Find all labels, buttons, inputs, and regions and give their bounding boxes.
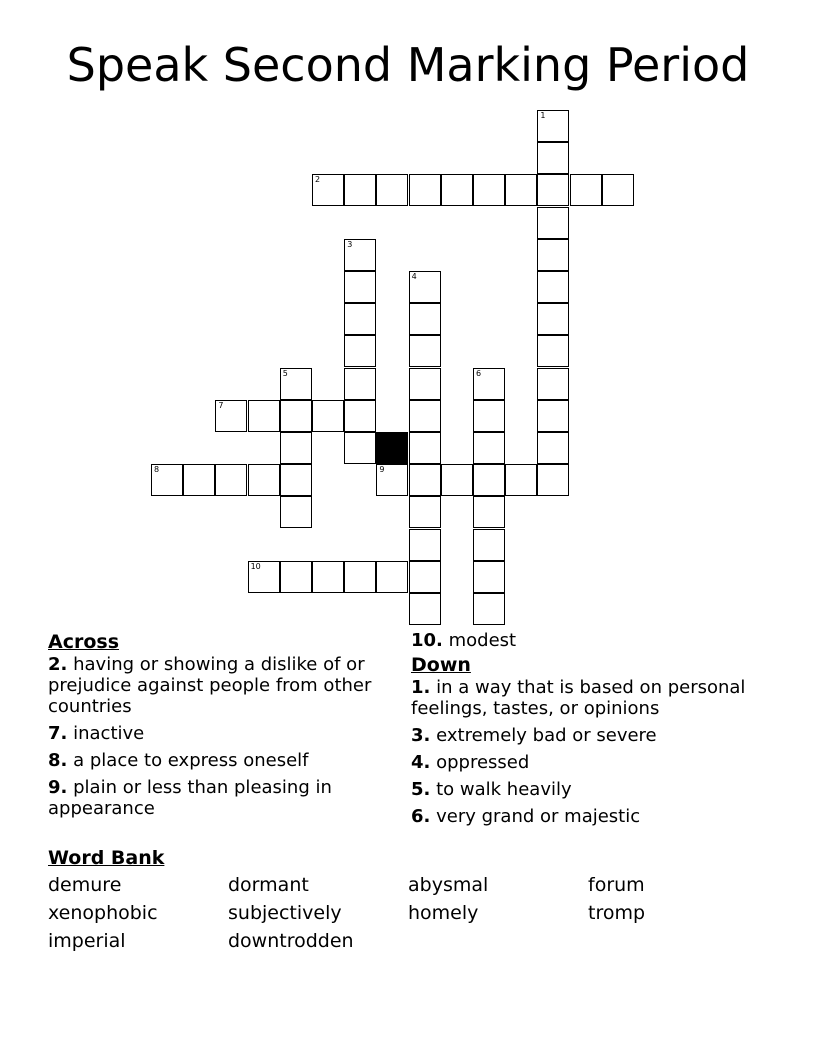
grid-cell [344,335,376,367]
clue-number: 8. [48,750,68,771]
clue-across-2 [48,654,378,717]
clue-number: 7. [48,723,68,744]
word-bank [48,874,788,952]
grid-cell [409,271,441,303]
clue-down-1 [411,677,791,719]
grid-cell [248,464,280,496]
word-bank-item: subjectively [228,902,342,924]
down-clues [411,630,791,833]
clue-text: very grand or majestic [436,806,641,827]
clue-across-10 [411,630,791,651]
grid-cell [537,303,569,335]
grid-cell [473,400,505,432]
grid-cell [215,464,247,496]
clue-number: 4. [411,752,431,773]
grid-cell [344,303,376,335]
clue-text: inactive [73,723,145,744]
grid-cell [248,400,280,432]
clue-number-label: 10 [250,561,261,571]
clue-text: extremely bad or severe [436,725,657,746]
word-bank-item: tromp [588,902,646,924]
word-bank-item: dormant [228,874,309,896]
grid-cell [505,174,537,206]
grid-cell [537,400,569,432]
grid-cell [473,561,505,593]
clue-number: 1. [411,677,431,698]
grid-cell [151,464,183,496]
grid-cell [473,368,505,400]
word-bank-item: forum [588,874,645,896]
clue-number-label: 2 [315,175,321,185]
word-bank-item: downtrodden [228,930,354,952]
grid-cell [280,400,312,432]
clue-text: oppressed [436,752,530,773]
grid-cell [344,174,376,206]
grid-cell [409,529,441,561]
grid-cell [441,464,473,496]
grid-cell [441,174,473,206]
grid-cell [280,561,312,593]
grid-cell [344,400,376,432]
grid-cell [409,368,441,400]
clue-number-label: 6 [476,368,482,378]
grid-cell [409,561,441,593]
clue-down-5 [411,779,791,800]
word-bank-item: homely [408,902,479,924]
word-bank-item: xenophobic [48,902,158,924]
clue-number: 2. [48,654,68,675]
grid-cell [280,368,312,400]
grid-cell [537,207,569,239]
grid-cell [312,400,344,432]
grid-cell [537,335,569,367]
grid-cell [409,432,441,464]
clue-number-label: 4 [411,272,417,281]
clue-across-7 [48,723,378,744]
clue-across-8 [48,750,378,771]
grid-cell [473,174,505,206]
grid-cell [537,142,569,174]
grid-cell [537,271,569,303]
clue-text: modest [448,630,517,651]
grid-cell [344,432,376,464]
grid-cell [537,464,569,496]
across-clues [48,630,378,825]
grid-cell [280,464,312,496]
clue-number-label: 3 [347,239,353,249]
clue-number: 10. [411,630,443,651]
grid-cell [409,464,441,496]
grid-cell [602,174,634,206]
down-heading: Down [411,654,471,676]
grid-cell [248,561,280,593]
word-bank-item: demure [48,874,122,896]
clue-number-label: 7 [218,400,224,410]
grid-cell [376,561,408,593]
grid-cell [312,174,344,206]
grid-cell [376,174,408,206]
across-heading: Across [48,631,120,653]
grid-cell [409,593,441,625]
clue-down-4 [411,752,791,773]
grid-cell [473,529,505,561]
word-bank-item: imperial [48,930,126,952]
clue-text: plain or less than pleasing in appearance [48,777,332,819]
clue-across-9 [48,777,378,819]
clue-number-label: 8 [154,465,160,475]
grid-cell [537,174,569,206]
grid-cell [537,368,569,400]
clue-down-6 [411,806,791,827]
clue-number-label: 1 [540,111,546,120]
word-bank-heading: Word Bank [48,847,165,869]
page-title: Speak Second Marking Period [66,38,750,92]
grid-cell [344,561,376,593]
grid-cell [344,271,376,303]
grid-cell [570,174,602,206]
grid-cell [344,239,376,271]
grid-cell [344,368,376,400]
grid-cell [537,432,569,464]
clue-down-3 [411,725,791,746]
grid-cell [280,496,312,528]
grid-cell [537,110,569,142]
clue-text: a place to express oneself [73,750,309,771]
clue-number-label: 9 [379,465,385,475]
grid-cell [409,335,441,367]
grid-cell [409,303,441,335]
clue-text: to walk heavily [436,779,572,800]
clue-number: 3. [411,725,431,746]
grid-cell [473,432,505,464]
grid-cell [280,432,312,464]
grid-cell [473,464,505,496]
crossword-grid [151,110,636,626]
grid-cell [409,400,441,432]
clue-number: 6. [411,806,431,827]
clue-number-label: 5 [282,368,288,378]
grid-cell [473,496,505,528]
grid-cell [473,593,505,625]
clue-text: having or showing a dislike of or prejudice against people from other countries [48,654,372,717]
clue-text: in a way that is based on personal feelings, tastes, or opinions [411,677,746,719]
clue-number: 9. [48,777,68,798]
grid-cell [505,464,537,496]
grid-cell [376,464,408,496]
word-bank-item: abysmal [408,874,489,896]
grid-cell [409,496,441,528]
grid-cell [215,400,247,432]
grid-cell [312,561,344,593]
grid-cell [409,174,441,206]
grid-block [376,432,408,464]
grid-cell [537,239,569,271]
grid-cell [183,464,215,496]
clue-number: 5. [411,779,431,800]
